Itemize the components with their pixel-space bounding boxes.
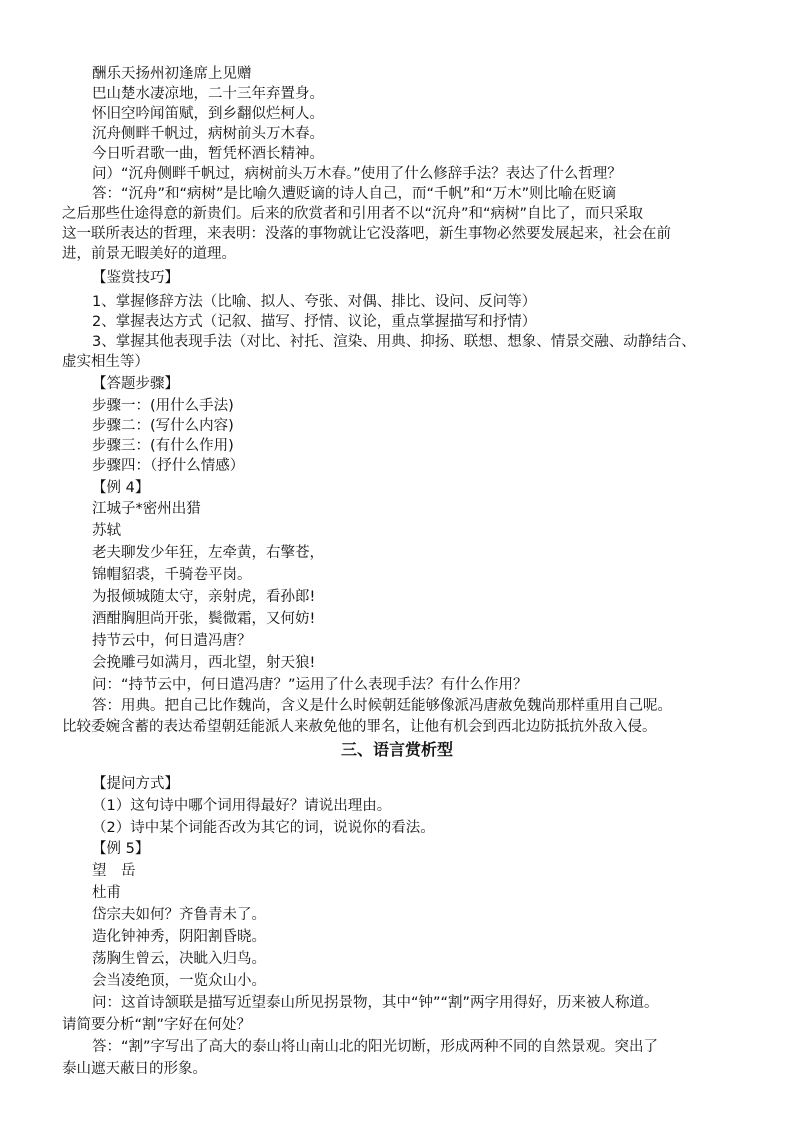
section-subheading: 【鉴赏技巧】 [92,270,179,286]
poem-line: 岱宗夫如何？齐鲁青未了。 [92,907,266,923]
skill-item: 1、掌握修辞方法（比喻、拟人、夸张、对偶、排比、设问、反问等） [92,294,537,310]
poem-line: 巴山楚水凄凉地，二十三年弃置身。 [92,86,324,102]
skill-item: 虚实相生等） [62,354,149,370]
answer-text: 答：“沉舟”和“病树”是比喻久遭贬谪的诗人自己，而“千帆”和“万木”则比喻在贬谪 [92,186,617,202]
answer-text: 之后那些仕途得意的新贵们。后来的欣赏者和引用者不以“沉舟”和“病树”自比了，而只采取 [62,206,644,222]
poem-line: 荡胸生曾云，决眦入归鸟。 [92,951,266,967]
answer-text: 泰山遮天蔽日的形象。 [62,1061,207,1077]
poem-title: 望 岳 [92,863,136,879]
poem-line: 会挽雕弓如满月，西北望，射天狼! [92,655,316,671]
question-text: 请简要分析“割”字好在何处？ [62,1017,252,1033]
section-heading: 三、语言赏析型 [340,740,453,759]
example-label: 【例 4】 [92,480,150,496]
step-item: 步骤四：（抒什么情感） [92,458,245,474]
poem-line: 锦帽貂裘，千骑卷平岗。 [92,567,252,583]
step-item: 步骤一：(用什么手法) [92,398,234,414]
poem-line: 怀旧空吟闻笛赋，到乡翻似烂柯人。 [92,106,324,122]
poem-line: 为报倾城随太守，亲射虎，看孙郎! [92,589,316,605]
poem-title: 酬乐天扬州初逢席上见赠 [92,66,252,82]
poem-line: 今日听君歌一曲，暂凭杯酒长精神。 [92,146,324,162]
question-text: 问：“持节云中，何日遣冯唐？”运用了什么表现手法？有什么作用？ [92,677,528,693]
poem-title: 江城子*密州出猎 [92,501,201,517]
answer-text: 答：“割”字写出了高大的泰山将山南山北的阳光切断，形成两种不同的自然景观。突出了 [92,1039,659,1055]
section-subheading: 【提问方式】 [92,776,179,792]
poem-line: 沉舟侧畔千帆过，病树前头万木春。 [92,126,324,142]
poem-line: 酒酣胸胆尚开张，鬓微霜，又何妨! [92,611,316,627]
step-item: 步骤三：(有什么作用) [92,438,234,454]
ask-item: （1）这句诗中哪个词用得最好？请说出理由。 [92,798,392,814]
skill-item: 3、掌握其他表现手法（对比、衬托、渲染、用典、抑扬、联想、想象、情景交融、动静结合、 [92,334,696,350]
poem-line: 会当凌绝顶，一览众山小。 [92,973,266,989]
poem-author: 杜甫 [92,885,121,901]
poem-line: 造化钟神秀，阴阳割昏晓。 [92,929,266,945]
step-item: 步骤二：(写什么内容) [92,418,234,434]
poem-author: 苏轼 [92,523,121,539]
question-text: 问）“沉舟侧畔千帆过，病树前头万木春。”使用了什么修辞手法？表达了什么哲理？ [92,166,622,182]
ask-item: （2）诗中某个词能否改为其它的词，说说你的看法。 [92,820,435,836]
poem-line: 持节云中，何日遣冯唐？ [92,633,252,649]
skill-item: 2、掌握表达方式（记叙、描写、抒情、议论，重点掌握描写和抒情） [92,314,537,330]
poem-line: 老夫聊发少年狂，左牵黄，右擎苍， [92,545,324,561]
answer-text: 比较委婉含蓄的表达希望朝廷能派人来赦免他的罪名，让他有机会到西北边防抵抗外敌入侵。 [62,719,657,735]
section-subheading: 【答题步骤】 [92,376,179,392]
answer-text: 答：用典。把自己比作魏尚，含义是什么时候朝廷能够像派冯唐赦免魏尚那样重用自己呢。 [92,698,672,714]
example-label: 【例 5】 [92,841,150,857]
answer-text: 进，前景无暇美好的道理。 [62,246,236,262]
question-text: 问：这首诗颔联是描写近望泰山所见拐景物，其中“钟”“割”两字用得好，历来被人称道。 [92,995,659,1011]
answer-text: 这一联所表达的哲理，来表明：没落的事物就让它没落吧，新生事物必然要发展起来，社会在前 [62,226,671,242]
